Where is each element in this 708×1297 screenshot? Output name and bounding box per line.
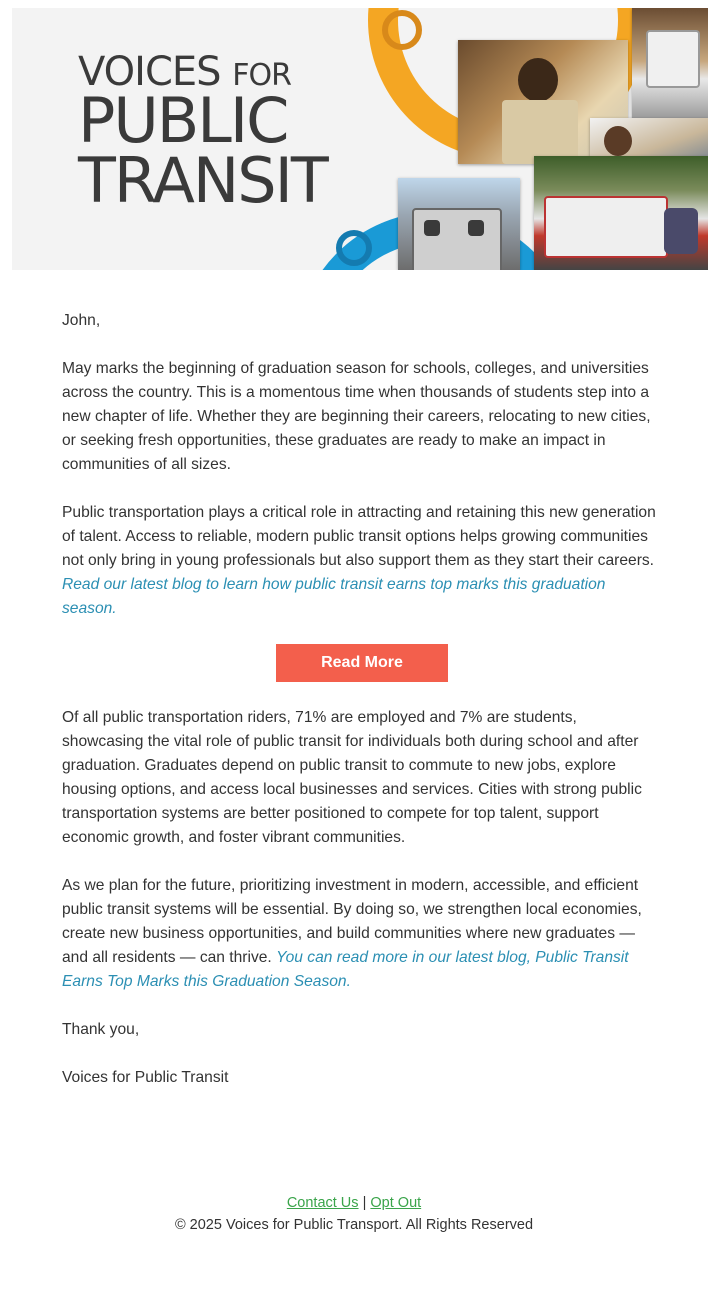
copyright-text: © 2025 Voices for Public Transport. All Rights Reserved (174, 1217, 534, 1233)
email-footer (0, 1192, 708, 1236)
read-more-button[interactable]: Read More (276, 644, 448, 682)
email-body (62, 309, 662, 1114)
paragraph-investment (62, 874, 662, 994)
paragraph-talent-text: Public transportation plays a critical role in attracting and retaining this new generation of talent. Access to reliable, modern public transit options helps growing communities not only bring in young professionals but also support them as they start their careers. (62, 504, 656, 569)
header-banner (12, 8, 708, 270)
contact-us-link[interactable]: Contact Us (286, 1195, 359, 1211)
signature: Voices for Public Transit (62, 1069, 229, 1086)
paragraph-graduation-season: May marks the beginning of graduation season for schools, colleges, and universities across the country. This is a momentous time when thousands of students step into a new chapter of life. Whether they are beginning their careers, relocating to new cities, or seeking fresh opportunities, these graduates are ready to make an impact in communities of all sizes. (62, 360, 651, 473)
city-bus-ramp-photo (534, 156, 708, 270)
blue-ring-decoration (336, 230, 372, 266)
paragraph-investment-text: As we plan for the future, prioritizing investment in modern, accessible, and efficient public transit systems will be essential. By doing so, we strengthen local economies, create new business opportunities, and build communities where new graduates — and all residents — can thrive. (62, 877, 642, 966)
blog-link-top-marks[interactable]: Read our latest blog to learn how public transit earns top marks this graduation season. (62, 576, 606, 617)
blog-link-graduation-season[interactable]: You can read more in our latest blog, Public Transit Earns Top Marks this Graduation Season. (62, 949, 629, 990)
paragraph-riders-stats: Of all public transportation riders, 71% are employed and 7% are students, showcasing the vital role of public transit for individuals both during school and after graduation. Graduates depend on public transit to commute to new jobs, explore housing options, and access local businesses and services. Cities with strong public transportation systems are better positioned to compete for top talent, support economic growth, and foster vibrant communities. (62, 709, 642, 846)
greeting: John, (62, 312, 101, 329)
read-more-container (62, 644, 662, 682)
logo-word-transit: TRANSIT (78, 144, 327, 217)
elevated-train-photo (398, 178, 520, 270)
voices-for-public-transit-logo (78, 49, 327, 217)
opt-out-link[interactable]: Opt Out (370, 1195, 422, 1211)
bus-station-photo (632, 8, 708, 126)
footer-links (0, 1192, 708, 1214)
closing: Thank you, (62, 1021, 140, 1038)
footer-separator: | (362, 1195, 367, 1211)
logo-word-for: FOR (232, 58, 291, 93)
orange-ring-decoration (382, 10, 422, 50)
logo-word-public: PUBLIC (78, 84, 288, 157)
paragraph-talent (62, 501, 662, 621)
logo-word-voices: VOICES (78, 49, 221, 95)
